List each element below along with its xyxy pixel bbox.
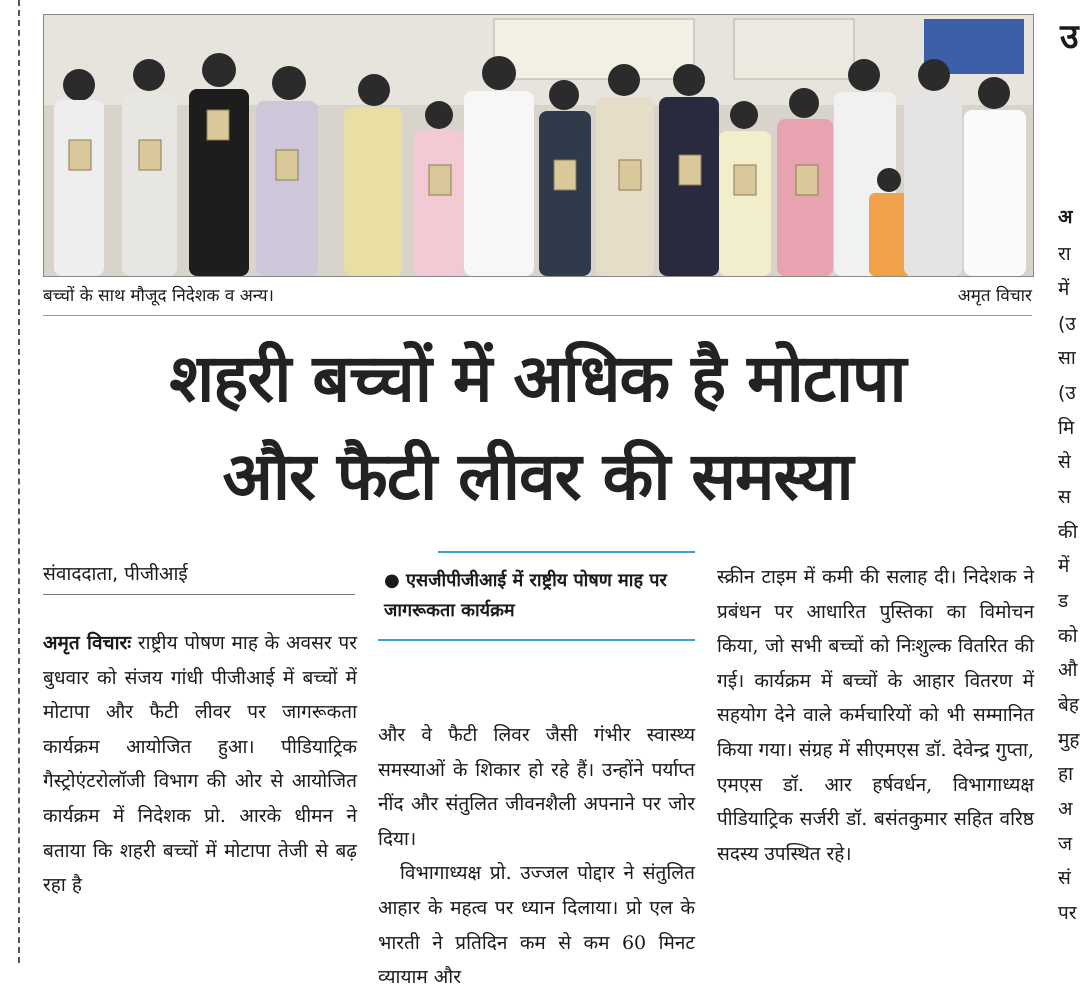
adjacent-text-fragment: स	[1058, 486, 1071, 508]
adjacent-text-fragment: मि	[1058, 417, 1075, 439]
adjacent-text-fragment: औ	[1058, 659, 1078, 681]
adjacent-text-fragment: में	[1058, 278, 1070, 300]
article-column-1	[43, 626, 357, 903]
adjacent-text-fragment: बेह	[1058, 694, 1079, 716]
subhead-rule-bottom	[378, 639, 695, 641]
adjacent-text-fragment: (उ	[1058, 382, 1076, 404]
adjacent-text-fragment: से	[1058, 451, 1071, 473]
photo-illustration	[44, 15, 1033, 276]
photo-caption: बच्चों के साथ मौजूद निदेशक व अन्य।	[43, 286, 274, 306]
subhead	[384, 566, 694, 626]
adjacent-headline-fragment: उ	[1060, 17, 1079, 57]
cut-line	[18, 0, 20, 963]
adjacent-text-fragment: ज	[1058, 833, 1073, 855]
subhead-rule-top	[438, 551, 695, 553]
adjacent-text-fragment: में	[1058, 555, 1070, 577]
adjacent-text-fragment: सं	[1058, 867, 1071, 889]
adjacent-text-fragment: अ	[1058, 798, 1073, 820]
article-column-2	[378, 718, 695, 995]
article-paragraph: स्क्रीन टाइम में कमी की सलाह दी। निदेशक ने प्रबंधन पर आधारित पुस्तिका का विमोचन किया, जो सभी बच्चों को निःशुल्क वितरित की गई। कार्यक्रम में बच्चों के आहार वितरण में सहयोग देने वाले कर्मचारियों को भी सम्मानित किया गया। संग्रह में सीएमएस डॉ. देवेन्द्र गुप्ता, एमएस डॉ. आर हर्षवर्धन, विभागाध्यक्ष पीडियाट्रिक सर्जरी डॉ. बसंतकुमार सहित वरिष्ठ सदस्य उपस्थित रहे।	[717, 566, 1034, 865]
adjacent-text-fragment: रा	[1058, 243, 1071, 265]
adjacent-text-fragment: (उ	[1058, 313, 1076, 335]
headline	[43, 330, 1032, 526]
article-column-3	[717, 560, 1034, 871]
adjacent-text-fragment: अ	[1058, 206, 1073, 228]
adjacent-text-fragment: को	[1058, 625, 1078, 647]
adjacent-text-fragment: हा	[1058, 763, 1074, 785]
headline-line-2: और फैटी लीवर की समस्या	[222, 438, 853, 515]
adjacent-text-fragment: सा	[1058, 347, 1076, 369]
photo-credit: अमृत विचार	[957, 286, 1032, 306]
divider	[43, 315, 1032, 316]
adjacent-text-fragment: मुह	[1058, 729, 1080, 751]
article-lead: अमृत विचारः	[43, 632, 132, 654]
subhead-text: एसजीपीजीआई में राष्ट्रीय पोषण माह पर जागरूकता कार्यक्रम	[384, 570, 667, 621]
adjacent-text-fragment: की	[1058, 521, 1078, 543]
divider	[43, 594, 355, 595]
adjacent-article-strip	[1054, 0, 1080, 963]
group-photo	[43, 14, 1034, 277]
adjacent-text-fragment: पर	[1058, 902, 1077, 924]
headline-line-1: शहरी बच्चों में अधिक है मोटापा	[169, 340, 906, 417]
bullet-icon: ●	[384, 570, 406, 591]
article-paragraph: विभागाध्यक्ष प्रो. उज्जल पोद्दार ने संतुलित आहार के महत्व पर ध्यान दिलाया। प्रो एल के भारती ने प्रतिदिन कम से कम 60 मिनट व्यायाम और	[378, 862, 695, 989]
article-paragraph: और वे फैटी लिवर जैसी गंभीर स्वास्थ्य समस्याओं के शिकार हो रहे हैं। उन्होंने पर्याप्त नींद और संतुलित जीवनशैली अपनाने पर जोर दिया।	[378, 724, 695, 850]
adjacent-text-fragment: ड	[1058, 590, 1069, 612]
byline: संवाददाता, पीजीआई	[43, 563, 188, 585]
article-text: राष्ट्रीय पोषण माह के अवसर पर बुधवार को संजय गांधी पीजीआई में बच्चों में मोटापा और फैटी लीवर पर जागरूकता कार्यक्रम आयोजित हुआ। पीडियाट्रिक गैस्ट्रोएंटरोलॉजी विभाग की ओर से आयोजित कार्यक्रम में निदेशक प्रो. आरके धीमन ने बताया कि शहरी बच्चों में मोटापा तेजी से बढ़ रहा है	[43, 632, 357, 897]
